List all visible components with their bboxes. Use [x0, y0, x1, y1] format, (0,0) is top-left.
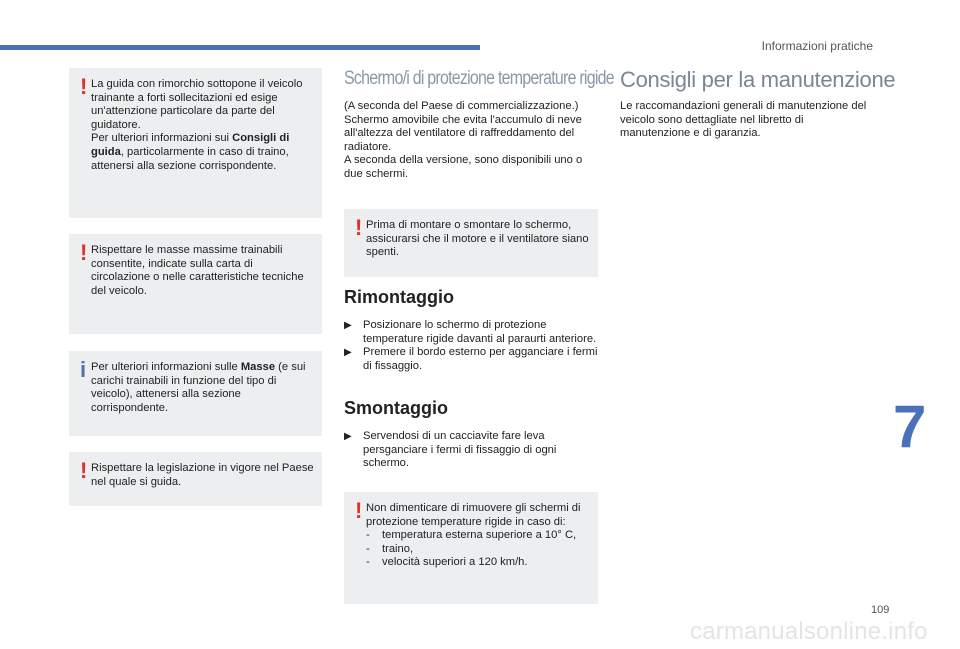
link-masse: Masse	[240, 361, 276, 373]
warning-box-text: Prima di montare o smontare lo schermo, assicurarsi che il motore e il ventilatore siano spenti.	[366, 219, 589, 259]
step-arrow-icon: ▶	[344, 431, 352, 442]
warning-icon: !	[80, 74, 88, 99]
list-item: ▶ Premere il bordo esterno per agganciare i fermi di fissaggio.	[344, 346, 598, 372]
header-accent-bar	[0, 45, 480, 50]
conditions-list	[366, 529, 590, 570]
warning-box-text: Rispettare le masse massime trainabili consentite, indicate sulla carta di circolazione o nelle caratteristiche tecniche del veicolo.	[91, 244, 304, 297]
warning-box-legislation	[69, 452, 322, 506]
info-box-masse	[69, 351, 322, 436]
info-box-text: Per ulteriori informazioni sulle Masse (e sui carichi trainabili in funzione del tipo di veicolo), attenersi alla sezione corrispondente.	[91, 361, 306, 414]
list-item: - velocità superiori a 120 km/h.	[366, 556, 528, 569]
steps-rimontaggio	[344, 319, 599, 373]
warning-icon: !	[355, 498, 363, 523]
heading-smontaggio: Smontaggio	[344, 398, 448, 418]
list-item: ▶ Servendosi di un cacciavite fare leva persganciare i fermi di fissaggio di ogni schermo.	[344, 430, 557, 470]
warning-box-engine-off	[344, 209, 598, 277]
chapter-number: 7	[893, 393, 927, 460]
warning-box-text: Non dimenticare di rimuovere gli schermi di protezione temperature rigide in caso di: - temperatura esterna superiore a 10° C, - traino, - velocità superiori a 120 km/h.	[366, 502, 590, 570]
warning-box-towing	[69, 68, 322, 218]
warning-icon: !	[80, 240, 88, 265]
link-consigli-di-guida: Consigli di guida	[91, 132, 290, 158]
warning-box-text: Rispettare la legislazione in vigore nel Paese nel quale si guida.	[91, 462, 314, 488]
maintenance-text: Le raccomandazioni generali di manutenzione del veicolo sono dettagliate nel libretto di manutenzione e di garanzia.	[620, 100, 867, 140]
heading-rimontaggio: Rimontaggio	[344, 287, 454, 307]
watermark: carmanualsonline.info	[690, 618, 928, 645]
info-icon: i	[80, 357, 87, 382]
step-arrow-icon: ▶	[344, 320, 352, 331]
list-item: - temperatura esterna superiore a 10° C,	[366, 529, 577, 542]
warning-icon: !	[80, 458, 88, 483]
screens-intro: (A seconda del Paese di commercializzazione.) Schermo amovibile che evita l'accumulo di neve all'altezza del ventilatore di raffreddamento del radiatore. A seconda della versione, sono disponibili uno o due schermi.	[344, 100, 583, 180]
warning-icon: !	[355, 215, 363, 240]
warning-box-masses	[69, 234, 322, 334]
section-title-screens: Schermo/i di protezione temperature rigide	[344, 68, 614, 89]
step-arrow-icon: ▶	[344, 347, 352, 359]
section-title-maintenance: Consigli per la manutenzione	[620, 67, 896, 92]
page-number: 109	[871, 604, 890, 616]
steps-smontaggio	[344, 430, 599, 471]
warning-box-remove-screens	[344, 492, 598, 604]
page-header-title: Informazioni pratiche	[761, 39, 873, 53]
list-item: ▶ Posizionare lo schermo di protezione temperature rigide davanti al paraurti anteriore.	[344, 319, 597, 345]
warning-box-text: La guida con rimorchio sottopone il veicolo trainante a forti sollecitazioni ed esige un'attenzione particolare da parte del guidatore. Per ulteriori informazioni sui Consigli di guida, particolarmente in caso di traino, attenersi alla sezione corrispondente.	[91, 78, 303, 172]
list-item: - traino,	[366, 542, 414, 555]
